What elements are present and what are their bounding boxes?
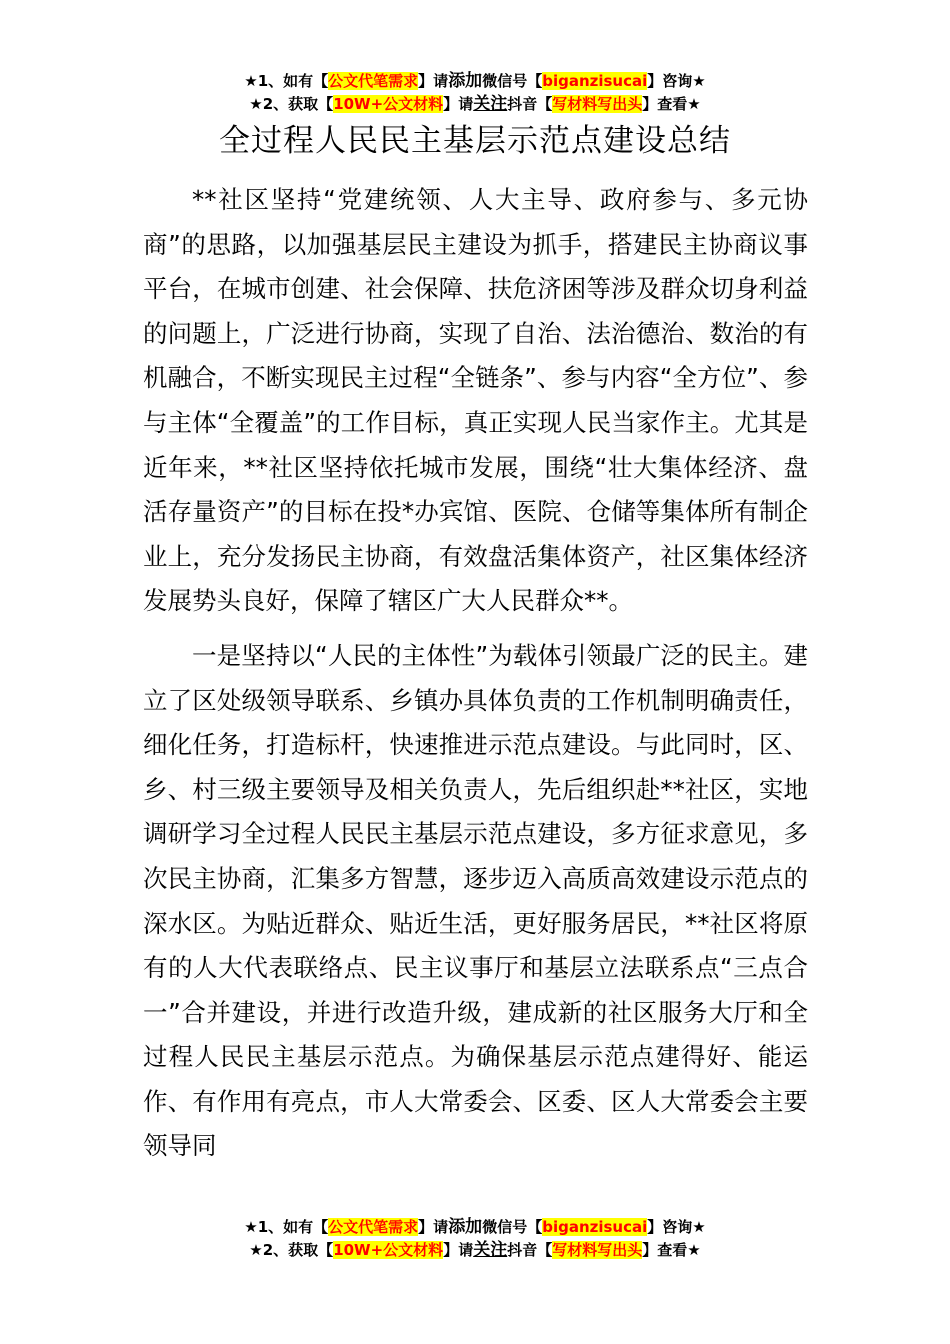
promo-emphasis-add: 添加 [448,71,483,91]
header-promo-banner [0,70,950,116]
promo-highlight-materials: 10W+公文材料 [333,1241,444,1259]
promo-line-1 [0,1216,950,1239]
promo-line-1-mid2: 微信号【 [482,1218,543,1236]
promo-emphasis-add: 添加 [448,1217,483,1237]
promo-highlight-douyin: 写材料写出头 [552,1241,643,1259]
promo-highlight-wechat-id: biganzisucai [542,1218,648,1236]
promo-line-1-mid: 】请 [418,72,449,90]
promo-line-2-suffix: 】查看★ [642,1241,701,1259]
paragraph-intro: **社区坚持“党建统领、人大主导、政府参与、多元协商”的思路，以加强基层民主建设为抓手，搭建民主协商议事平台，在城市创建、社会保障、扶危济困等涉及群众切身利益的问题上，广泛进行协商，实现了自治、法治德治、数治的有机融合，不断实现民主过程“全链条”、参与内容“全方位”、参与主体“全覆盖”的工作目标，真正实现人民当家作主。尤其是近年来，**社区坚持依托城市发展，围绕“壮大集体经济、盘活存量资产”的目标在投*办宾馆、医院、仓储等集体所有制企业上，充分发扬民主协商，有效盘活集体资产，社区集体经济发展势头良好，保障了辖区广大人民群众**。 [143,185,808,616]
promo-line-2-mid2: 抖音【 [507,95,553,113]
document-body [143,178,808,1179]
promo-line-2-prefix: ★2、获取【 [249,1241,334,1259]
promo-line-1-prefix: ★1、如有【 [244,1218,329,1236]
promo-line-2 [0,1239,950,1262]
promo-line-1-suffix: 】咨询★ [647,1218,706,1236]
promo-line-2-mid2: 抖音【 [507,1241,553,1259]
promo-line-2-mid: 】请 [443,1241,474,1259]
footer-promo-banner [0,1216,950,1262]
promo-emphasis-follow: 关注 [473,94,508,114]
promo-line-1-suffix: 】咨询★ [647,72,706,90]
document-title: 全过程人民民主基层示范点建设总结 [219,123,731,159]
paragraph-point-one: 一是坚持以“人民的主体性”为载体引领最广泛的民主。建立了区处级领导联系、乡镇办具体负责的工作机制明确责任，细化任务，打造标杆，快速推进示范点建设。与此同时，区、乡、村三级主要领导及相关负责人，先后组织赴**社区，实地调研学习全过程人民民主基层示范点建设，多方征求意见，多次民主协商，汇集多方智慧，逐步迈入高质高效建设示范点的深水区。为贴近群众、贴近生活，更好服务居民，**社区将原有的人大代表联络点、民主议事厅和基层立法联系点“三点合一”合并建设，并进行改造升级，建成新的社区服务大厅和全过程人民民主基层示范点。为确保基层示范点建得好、能运作、有作用有亮点，市人大常委会、区委、区人大常委会主要领导同 [143,640,808,1161]
promo-line-1 [0,70,950,93]
promo-line-2-mid: 】请 [443,95,474,113]
promo-highlight-service: 公文代笔需求 [328,72,419,90]
promo-highlight-service: 公文代笔需求 [328,1218,419,1236]
promo-line-2 [0,93,950,116]
promo-line-2-suffix: 】查看★ [642,95,701,113]
promo-highlight-douyin: 写材料写出头 [552,95,643,113]
promo-line-1-mid: 】请 [418,1218,449,1236]
promo-line-2-prefix: ★2、获取【 [249,95,334,113]
promo-highlight-materials: 10W+公文材料 [333,95,444,113]
promo-line-1-prefix: ★1、如有【 [244,72,329,90]
promo-highlight-wechat-id: biganzisucai [542,72,648,90]
promo-emphasis-follow: 关注 [473,1240,508,1260]
promo-line-1-mid2: 微信号【 [482,72,543,90]
